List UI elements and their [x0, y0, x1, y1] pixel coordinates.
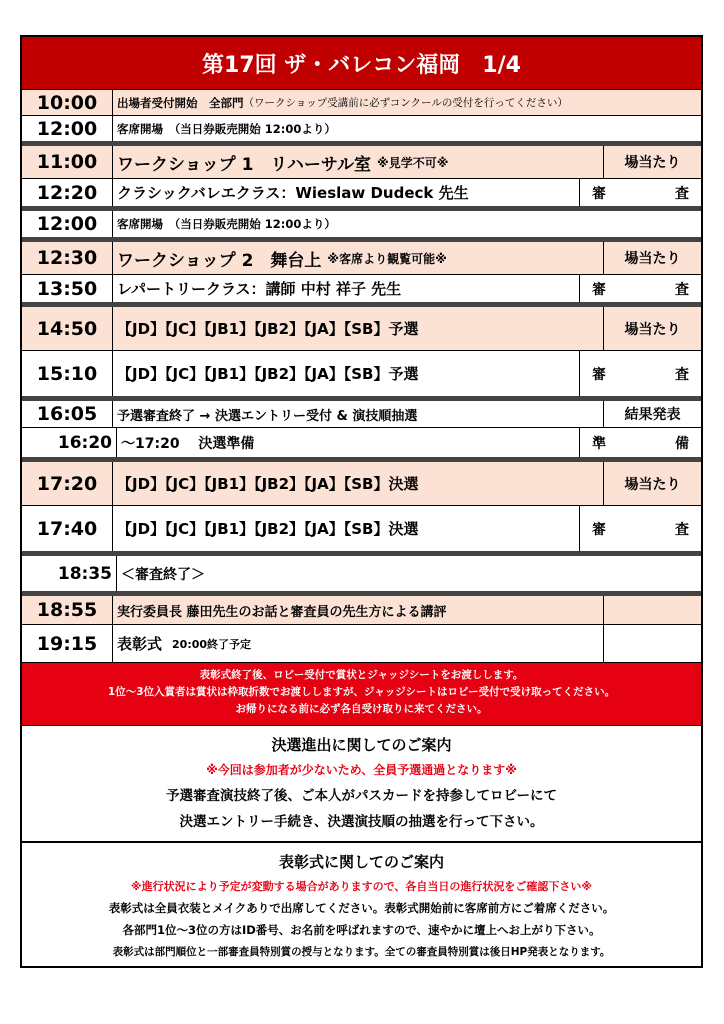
- schedule-row: [22, 350, 701, 396]
- schedule-sheet: [20, 35, 703, 968]
- schedule-row: [22, 457, 701, 505]
- final-info-line: 決選エントリー手続き、決選演技順の抽選を行って下さい。: [179, 814, 544, 830]
- row-time: 12:00: [22, 116, 113, 141]
- status-char: 査: [675, 366, 689, 383]
- ceremony-info-red-note: ※進行状況により予定が変動する場合がありますので、各自当日の進行状況をご確認下さい※: [130, 880, 593, 893]
- schedule-row: [22, 178, 701, 206]
- row-time: 13:50: [22, 275, 113, 302]
- row-time: 15:10: [22, 351, 113, 396]
- row-status: 結果発表: [603, 401, 701, 427]
- ceremony-info-line: 表彰式は全員衣装とメイクありで出席してください。表彰式開始前に客席前方にご着席ください。: [108, 901, 615, 915]
- schedule-row: [22, 206, 701, 237]
- row-status: [579, 275, 701, 302]
- row-desc: [113, 625, 603, 662]
- row-desc: ＜審査終了＞: [121, 566, 205, 583]
- row-time: 11:00: [22, 146, 113, 178]
- schedule-row: [22, 237, 701, 274]
- row-time: 10:00: [22, 90, 113, 115]
- row-status: [603, 625, 701, 662]
- schedule-row: [22, 396, 701, 427]
- row-desc-text: ワークショップ 2 舞台上: [117, 250, 322, 271]
- ceremony-info-box: [22, 843, 701, 968]
- status-char: 審: [592, 281, 606, 298]
- row-desc: [113, 242, 603, 274]
- row-desc-text: 出場者受付開始 全部門: [117, 95, 244, 110]
- row-desc-text: ワークショップ 1 リハーサル室: [117, 154, 372, 175]
- final-info-red-note: ※今回は参加者が少ないため、全員予選通過となります※: [206, 763, 517, 777]
- row-note: ※見学不可※: [377, 155, 449, 170]
- row-note: ※客席より観覧可能※: [327, 251, 447, 266]
- final-info-box: [22, 725, 701, 843]
- notice-line: お帰りになる前に必ず各自受け取りに来てください。: [235, 703, 488, 715]
- final-info-line: 予選審査演技終了後、ご本人がパスカードを持参してロビーにて: [166, 788, 557, 804]
- row-status: 場当たり: [603, 146, 701, 178]
- row-status: 場当たり: [603, 462, 701, 505]
- status-char: 審: [592, 521, 606, 538]
- schedule-row: [22, 551, 701, 591]
- ceremony-info-title: 表彰式に関してのご案内: [278, 853, 444, 871]
- row-desc: レパートリークラス：講師 中村 祥子 先生: [117, 280, 402, 298]
- row-time: 17:40: [22, 506, 113, 551]
- status-char: 査: [675, 281, 689, 298]
- schedule-row: [22, 427, 701, 457]
- row-desc: 客席開場 （当日券販売開始 12:00より）: [117, 217, 336, 231]
- status-char: 査: [675, 185, 689, 202]
- page-title: [22, 37, 701, 89]
- row-desc: 【JD】【JC】【JB1】【JB2】【JA】【SB】決選: [117, 475, 419, 493]
- row-desc: 【JD】【JC】【JB1】【JB2】【JA】【SB】予選: [117, 320, 419, 338]
- status-char: 備: [675, 435, 689, 452]
- schedule-row: [22, 274, 701, 302]
- schedule-row: [22, 302, 701, 350]
- schedule-row: [22, 115, 701, 141]
- row-desc: 予選審査終了 → 決選エントリー受付 & 演技順抽選: [117, 408, 418, 424]
- title-text: 第17回 ザ・バレコン福岡 1/4: [202, 52, 521, 78]
- row-note: （ワークショップ受講前に必ずコンクールの受付を行ってください）: [243, 97, 568, 109]
- row-desc: [113, 146, 603, 178]
- notice-line: 表彰式終了後、ロビー受付で賞状とジャッジシートをお渡しします。: [199, 669, 524, 681]
- row-time: 18:55: [22, 596, 113, 624]
- row-status: [579, 428, 701, 457]
- status-char: 準: [592, 435, 606, 452]
- status-char: 審: [592, 185, 606, 202]
- row-status: [579, 179, 701, 206]
- row-status: 場当たり: [603, 307, 701, 350]
- final-info-title: 決選進出に関してのご案内: [271, 736, 452, 754]
- ceremony-info-line: 表彰式は部門順位と一部審査員特別賞の授与となります。全ての審査員特別賞は後日HP発表となります。: [112, 946, 611, 958]
- row-time: 12:20: [22, 179, 113, 206]
- row-desc: 【JD】【JC】【JB1】【JB2】【JA】【SB】予選: [117, 365, 419, 383]
- notice-line: 1位～3位入賞者は賞状は枠取折数でお渡ししますが、ジャッジシートはロビー受付で受け取ってください。: [107, 686, 616, 698]
- schedule-row: [22, 141, 701, 178]
- row-time: 19:15: [22, 625, 113, 662]
- row-status: [579, 351, 701, 396]
- status-char: 査: [675, 521, 689, 538]
- schedule-row: [22, 505, 701, 551]
- row-time: 16:05: [22, 401, 113, 427]
- row-status: [579, 506, 701, 551]
- row-desc-text: 表彰式: [117, 635, 163, 653]
- schedule-row: [22, 624, 701, 662]
- row-desc: 実行委員長 藤田先生のお話と審査員の先生方による講評: [117, 604, 447, 620]
- row-note: 20:00終了予定: [172, 637, 252, 651]
- row-status: 場当たり: [603, 242, 701, 274]
- row-time: 12:00: [22, 211, 113, 237]
- row-status: [603, 596, 701, 624]
- schedule-row: [22, 591, 701, 624]
- row-time: 16:20: [22, 428, 117, 457]
- row-time: 17:20: [22, 462, 113, 505]
- row-desc: [113, 90, 701, 115]
- row-time: 18:35: [22, 556, 117, 591]
- row-desc: 【JD】【JC】【JB1】【JB2】【JA】【SB】決選: [117, 520, 419, 538]
- row-desc: 客席開場 （当日券販売開始 12:00より）: [117, 121, 336, 136]
- status-char: 審: [592, 366, 606, 383]
- row-desc: ～17:20 決選準備: [121, 435, 255, 452]
- row-desc: クラシックバレエクラス：Wieslaw Dudeck 先生: [117, 184, 469, 202]
- ceremony-info-line: 各部門1位～3位の方はID番号、お名前を呼ばれますので、速やかに壇上へお上がり下さい。: [122, 923, 601, 937]
- row-time: 12:30: [22, 242, 113, 274]
- row-time: 14:50: [22, 307, 113, 350]
- schedule-row: [22, 89, 701, 115]
- notice-banner: [22, 662, 701, 725]
